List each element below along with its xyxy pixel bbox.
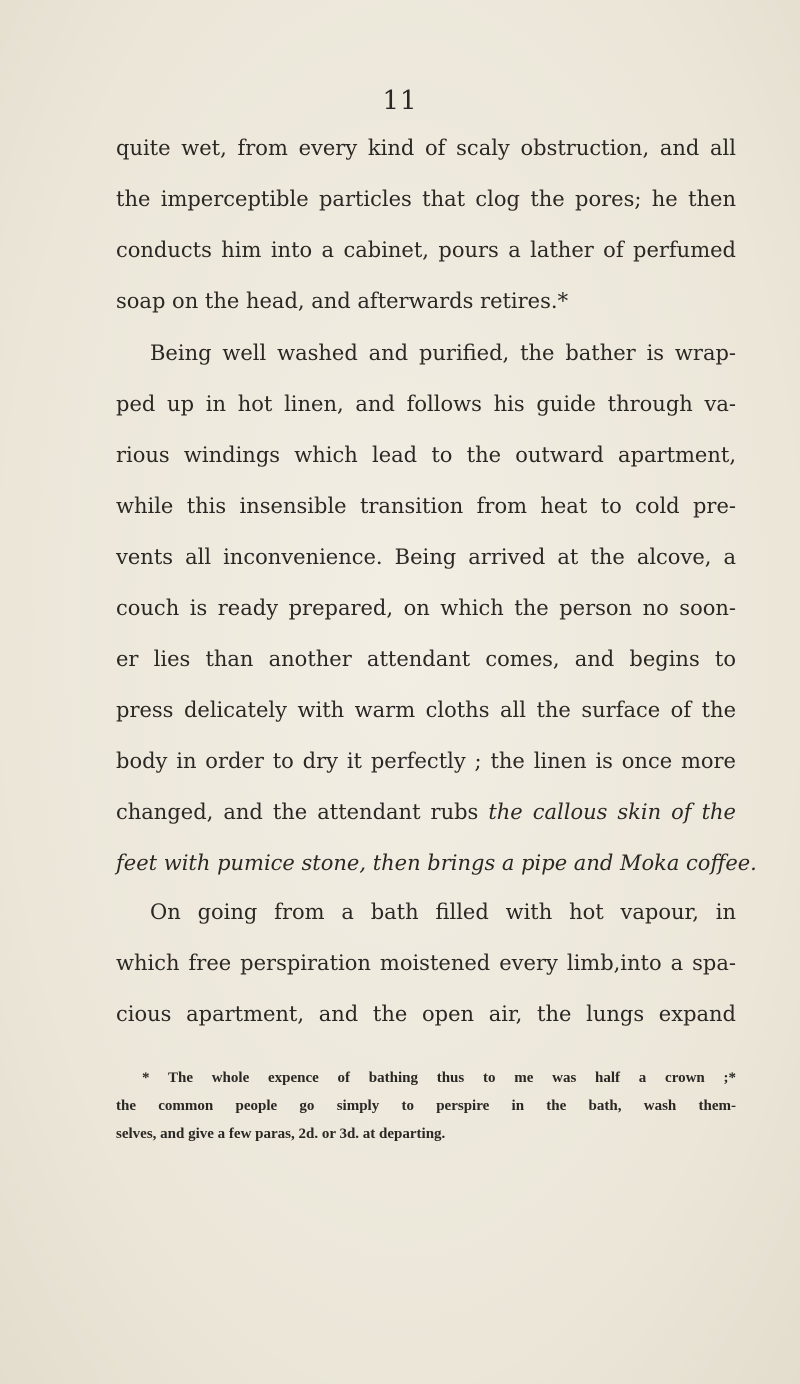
footnote-line: selves, and give a few paras, 2d. or 3d. at departing. xyxy=(116,1126,446,1142)
italic-text-span: the callous skin of the xyxy=(488,800,736,824)
text-line: couch is ready prepared, on which the person no soon- xyxy=(116,596,736,620)
text-line: soap on the head, and afterwards retires.* xyxy=(116,289,569,313)
text-line: Being well washed and purified, the bather is wrap- xyxy=(150,341,736,365)
text-line: cious apartment, and the open air, the lungs expand xyxy=(116,1002,736,1026)
text-line: rious windings which lead to the outward apartment, xyxy=(116,443,736,467)
text-line: the imperceptible particles that clog the pores; he then xyxy=(116,187,736,211)
text-line: conducts him into a cabinet, pours a lather of perfumed xyxy=(116,238,736,262)
text-line: feet with pumice stone, then brings a pipe and Moka coffee. xyxy=(116,851,757,875)
text-line: quite wet, from every kind of scaly obstruction, and all xyxy=(116,136,736,160)
footnote-line: * The whole expence of bathing thus to me was half a crown ;* xyxy=(142,1070,736,1086)
text-line: On going from a bath filled with hot vapour, in xyxy=(150,900,736,924)
text-line: while this insensible transition from heat to cold pre- xyxy=(116,494,736,518)
footnote-line: the common people go simply to perspire in the bath, wash them- xyxy=(116,1098,736,1114)
text-line: er lies than another attendant comes, and begins to xyxy=(116,647,736,671)
text-line: body in order to dry it perfectly ; the linen is once more xyxy=(116,749,736,773)
text-line: press delicately with warm cloths all the surface of the xyxy=(116,698,736,722)
text-line: which free perspiration moistened every limb,into a spa- xyxy=(116,951,736,975)
text-span: changed, and the attendant rubs xyxy=(116,800,479,824)
page-number: 11 xyxy=(382,86,418,116)
text-line: vents all inconvenience. Being arrived at the alcove, a xyxy=(116,545,736,569)
text-line: ped up in hot linen, and follows his guide through va- xyxy=(116,392,736,416)
text-line xyxy=(116,798,736,826)
